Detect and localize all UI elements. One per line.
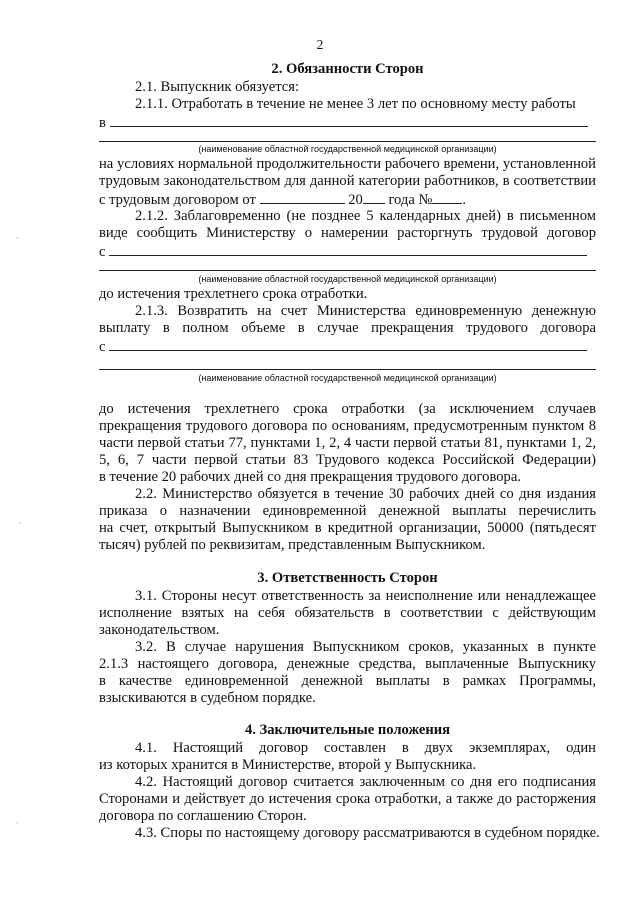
clause-2-1-2-line-2: виде сообщить Министерству о намерении расторгнуть трудовой договор — [99, 225, 596, 241]
contract-number-blank[interactable] — [432, 190, 462, 204]
clause-4-2-line-1: 4.2. Настоящий договор считается заключенным со дня его подписания — [135, 774, 596, 790]
clause-2-2-line-2: приказа о назначении единовременной денежной выплаты перечислить — [99, 503, 596, 519]
org-name-blank-1b[interactable] — [99, 141, 596, 142]
conditions-line-3 — [99, 190, 596, 209]
scan-mark: · — [16, 819, 19, 828]
clause-4-2-line-3: договора по соглашению Сторон. — [99, 808, 307, 824]
clause-4-1-line-1: 4.1. Настоящий договор составлен в двух экземплярах, один — [135, 740, 596, 756]
clause-2-1-2-line-1: 2.1.2. Заблаговременно (не позднее 5 календарных дней) в письменном — [135, 208, 596, 224]
org-field-line-2 — [99, 242, 596, 261]
conditions-period: . — [462, 192, 467, 208]
clause-3-1-line-1: 3.1. Стороны несут ответственность за неисполнение или ненадлежащее — [135, 588, 596, 604]
contract-date-blank[interactable] — [260, 190, 345, 204]
org-name-blank-2b[interactable] — [99, 270, 596, 271]
clause-2-2-line-1: 2.2. Министерство обязуется в течение 30 рабочих дней со дня издания — [135, 486, 596, 502]
conditions-line-1: на условиях нормальной продолжительности рабочего времени, установленной — [99, 156, 596, 172]
org-name-blank-1[interactable] — [110, 113, 588, 127]
section-4-heading: 4. Заключительные положения — [244, 722, 451, 738]
clause-3-2-line-3: в качестве единовременной денежной выплаты в рамках Программы, — [99, 673, 596, 689]
until-line-2c: части первой статьи 77, пунктами 1, 2, 4 части первой статьи 81, пунктами 1, 2, — [99, 435, 596, 451]
org-name-blank-2[interactable] — [109, 242, 587, 256]
clause-3-2-line-4: взыскиваются в судебном порядке. — [99, 690, 316, 706]
clause-2-1: 2.1. Выпускник обязуется: — [135, 79, 300, 95]
prefix-s-2: с — [99, 339, 106, 355]
clause-3-2-line-1: 3.2. В случае нарушения Выпускником сроков, указанных в пункте — [135, 639, 596, 655]
clause-2-1-3-line-2: выплату в полном объеме в случае прекращения трудового договора — [99, 320, 596, 336]
until-line-2a: до истечения трехлетнего срока отработки (за исключением случаев — [99, 401, 596, 417]
contract-year-blank[interactable] — [363, 190, 385, 204]
clause-3-1-line-2: исполнение взятых на себя обязательств в соответствии с действующим — [99, 605, 596, 621]
conditions-line-2: трудовым законодательством для данной категории работников, в соответствии — [99, 173, 596, 189]
until-line-2d: 5, 6, 7 части первой статьи 83 Трудового кодекса Российской Федерации) — [99, 452, 596, 468]
until-line-2e: в течение 20 рабочих дней со дня прекращения трудового договора. — [99, 469, 521, 485]
clause-4-3: 4.3. Споры по настоящему договору рассматриваются в судебном порядке. — [135, 825, 600, 841]
clause-2-2-line-3: на счет, открытый Выпускником в кредитной организации, 50000 (пятьдесят — [99, 520, 596, 536]
clause-4-1-line-2: из которых хранится в Министерстве, второй у Выпускника. — [99, 757, 477, 773]
year-number-label: года № — [388, 192, 433, 208]
contract-from-label: с трудовым договором от — [99, 192, 256, 208]
scan-mark: · — [16, 234, 19, 243]
section-2-heading: 2. Обязанности Сторон — [271, 61, 424, 77]
clause-3-1-line-3: законодательством. — [99, 622, 220, 638]
section-3-heading: 3. Ответственность Сторон — [257, 570, 438, 586]
clause-2-1-1: 2.1.1. Отработать в течение не менее 3 лет по основному месту работы — [135, 96, 576, 112]
clause-2-1-3-line-1: 2.1.3. Возвратить на счет Министерства единовременную денежную — [135, 303, 596, 319]
org-name-blank-3b[interactable] — [99, 369, 596, 370]
until-line-2b: прекращения трудового договора по основаниям, предусмотренным пунктом 8 — [99, 418, 596, 434]
prefix-v: в — [99, 115, 106, 131]
clause-2-2-line-4: тысяч) рублей по реквизитам, представленным Выпускником. — [99, 537, 486, 553]
until-line-1: до истечения трехлетнего срока отработки. — [99, 286, 368, 302]
scan-mark: · — [19, 519, 22, 528]
org-caption-3: (наименование областной государственной медицинской организации) — [198, 373, 497, 383]
org-name-blank-3[interactable] — [109, 337, 587, 351]
year-prefix: 20 — [348, 192, 363, 208]
org-field-line-1 — [99, 113, 596, 132]
prefix-s: с — [99, 244, 106, 260]
clause-3-2-line-2: 2.1.3 настоящего договора, денежные средства, выплаченные Выпускнику — [99, 656, 596, 672]
org-caption-2: (наименование областной государственной медицинской организации) — [198, 274, 497, 284]
org-caption-1: (наименование областной государственной медицинской организации) — [198, 144, 497, 154]
org-field-line-3 — [99, 337, 596, 356]
page-number: 2 — [316, 37, 324, 52]
clause-4-2-line-2: Сторонами и действует до истечения срока отработки, а также до расторжения — [99, 791, 596, 807]
